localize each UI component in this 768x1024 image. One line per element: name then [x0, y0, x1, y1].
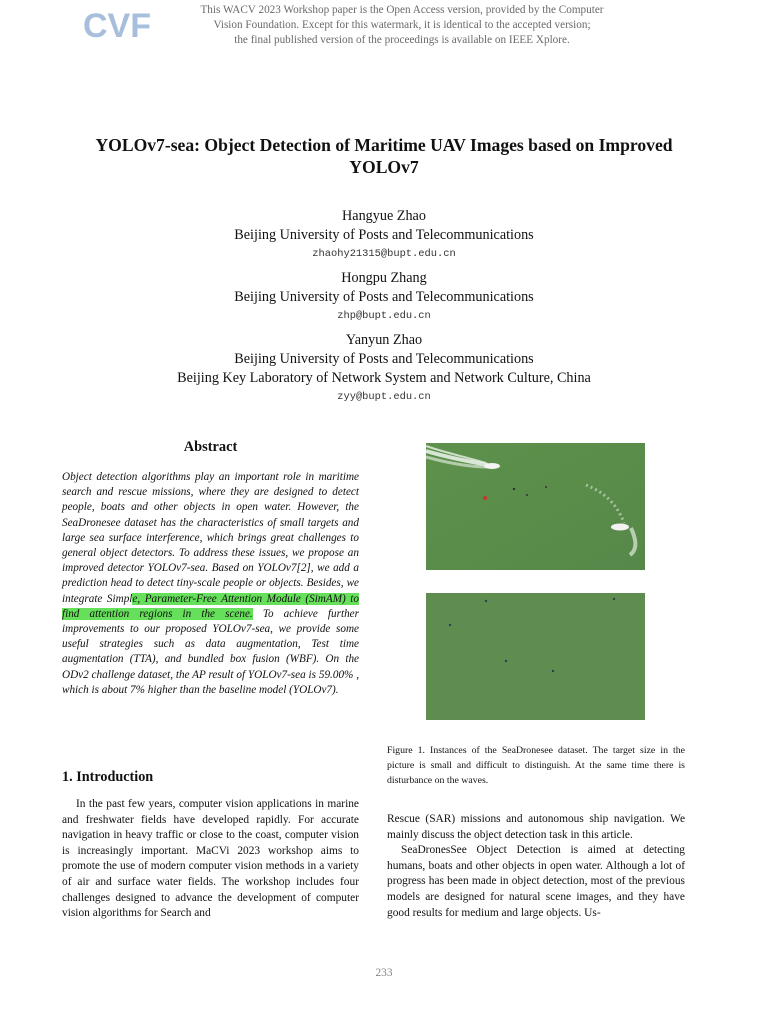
- intro-paragraph: In the past few years, computer vision applications in marine and freshwater fields have developed rapidly. For accurate navigation in heavy traffic or close to the coast, computer vision is increasingly important. MaCVi 2023 workshop aims to promote the use of modern computer vision methods in a variety of air and surface water fields. The workshop includes four challenges designed to advance the development of computer vision algorithms for Search and: [62, 798, 359, 920]
- figure-caption: Figure 1. Instances of the SeaDronesee dataset. The target size in the picture is small and difficult to distinguish. At the same time there is disturbance on the waves.: [387, 745, 685, 786]
- abstract-highlight: e, Parameter-Free Attention Module (SimAM) to find attention regions in the scene.: [62, 592, 360, 620]
- author-block: [60, 269, 708, 325]
- figure-image-bottom: [426, 593, 645, 720]
- author-name: Hangyue Zhao: [342, 208, 426, 224]
- intro-paragraph: Rescue (SAR) missions and autonomous ship navigation. We mainly discuss the object detection task in this article.: [387, 813, 685, 841]
- cvf-logo: [83, 6, 151, 45]
- watermark-line: the final published version of the proceedings is available on IEEE Xplore.: [234, 34, 570, 47]
- author-block: [60, 207, 708, 263]
- abstract-text-part: Object detection algorithms play an important role in maritime search and rescue missions, where they are designed to detect people, boats and other objects in open water. However, the SeaDronesee dataset has the characteristics of small targets and large sea surface interference, which brings great challenges to general object detectors. To address these issues, we propose an improved detector YOLOv7-sea. Based on YOLOv7[2], we add a prediction head to detect tiny-scale people or objects. Besides, we integrate Simpl: [62, 471, 359, 605]
- author-email[interactable]: zhaohy21315@bupt.edu.cn: [312, 248, 456, 260]
- section-heading: 1. Introduction: [62, 769, 154, 785]
- author-name: Hongpu Zhang: [341, 270, 427, 286]
- abstract-heading: Abstract: [183, 439, 238, 455]
- author-email[interactable]: zyy@bupt.edu.cn: [337, 391, 431, 403]
- cvf-logo-text: CVF: [83, 7, 151, 45]
- watermark-line: Vision Foundation. Except for this watermark, it is identical to the accepted version;: [213, 19, 591, 32]
- intro-paragraph: SeaDronesSee Object Detection is aimed at detecting humans, boats and other objects in open water. Although a lot of progress has been made in object detection, most of the previous models are designed for natural scene images, and they have good results for medium and large objects. Us-: [387, 844, 685, 919]
- watermark-notice: [170, 3, 634, 49]
- figure-image-top: [426, 443, 645, 570]
- author-affiliation: Beijing University of Posts and Telecommunications: [234, 351, 534, 367]
- paper-title-line: YOLOv7-sea: Object Detection of Maritime UAV Images based on Improved: [95, 135, 673, 155]
- watermark-line: This WACV 2023 Workshop paper is the Open Access version, provided by the Computer: [200, 4, 604, 16]
- author-affiliation: Beijing University of Posts and Telecommunications: [234, 227, 534, 243]
- author-affiliation: Beijing Key Laboratory of Network System and Network Culture, China: [177, 370, 591, 386]
- paper-title: [40, 134, 728, 178]
- abstract-text: [62, 470, 359, 698]
- paper-title-line: YOLOv7: [349, 157, 419, 177]
- abstract-text-part: To achieve further improvements to our proposed YOLOv7-sea, we provide some useful strategies such as data augmentation, Test time augmentation (TTA), and bundled box fusion (WBF). On the ODv2 challenge dataset, the AP result of YOLOv7-sea is 59.00% , which is about 7% higher than the baseline model (YOLOv7).: [62, 607, 359, 696]
- author-email[interactable]: zhp@bupt.edu.cn: [337, 310, 431, 322]
- page-number: 233: [375, 967, 393, 979]
- author-affiliation: Beijing University of Posts and Telecommunications: [234, 289, 534, 305]
- intro-right-column: [387, 812, 685, 921]
- author-name: Yanyun Zhao: [345, 332, 423, 348]
- author-block: [60, 331, 708, 406]
- intro-left-column: [62, 797, 359, 922]
